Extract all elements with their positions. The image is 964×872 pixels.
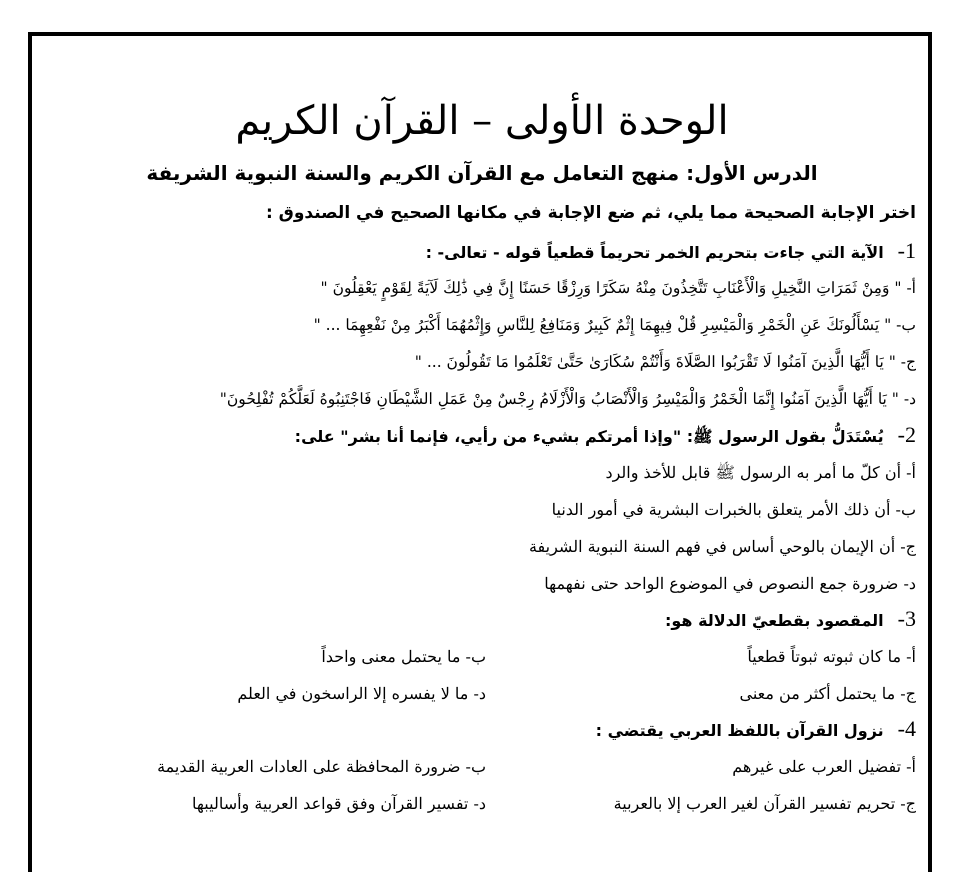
question-4 — [40, 712, 916, 748]
option-a[interactable]: أ- " وَمِنْ ثَمَرَاتِ النَّخِيلِ وَالْأَعْنَابِ تَتَّخِذُونَ مِنْهُ سَكَرًا وَرِزْقًا حَسَنًا إِنَّ فِي ذَٰلِكَ لَآيَةً لِقَوْمٍ يَعْقِلُونَ " — [320, 279, 916, 297]
lesson-prefix: الدرس الأول — [694, 161, 818, 185]
option-b[interactable]: ب- ما يحتمل معنى واحداً — [321, 647, 486, 666]
question-2 — [40, 418, 916, 454]
option-d[interactable]: د- تفسير القرآن وفق قواعد العربية وأساليبها — [192, 794, 486, 813]
question-number: 2- — [897, 422, 916, 447]
option-d[interactable]: د- " يَا أَيُّهَا الَّذِينَ آمَنُوا إِنَّمَا الْخَمْرُ وَالْمَيْسِرُ وَالْأَنْصَابُ وَالْأَزْلَامُ رِجْسٌ مِنْ عَمَلِ الشَّيْطَانِ فَاجْتَنِبُوهُ لَعَلَّكُمْ تُفْلِحُونَ" — [219, 390, 916, 408]
question-3 — [40, 602, 916, 638]
options-row — [40, 638, 916, 675]
question-text: يُسْتَدَلُّ بقول الرسول ﷺ: "وإذا أمرتكم بشيء من رأيي، فإنما أنا بشر" على: — [294, 427, 884, 446]
instruction: اختر الإجابة الصحيحة مما يلي، ثم ضع الإجابة في مكانها الصحيح في الصندوق : — [265, 203, 916, 223]
question-text: نزول القرآن باللفظ العربي يقتضي : — [595, 721, 884, 740]
option-d[interactable]: د- ضرورة جمع النصوص في الموضوع الواحد حتى نفهمها — [544, 574, 916, 593]
lesson-name: : منهج التعامل مع القرآن الكريم والسنة النبوية الشريفة — [146, 161, 695, 185]
option-b[interactable]: ب- " يَسْأَلُونَكَ عَنِ الْخَمْرِ وَالْمَيْسِرِ قُلْ فِيهِمَا إِثْمٌ كَبِيرٌ وَمَنَافِعُ لِلنَّاسِ وَإِثْمُهُمَا أَكْبَرُ مِنْ نَفْعِهِمَا ... " — [313, 316, 916, 334]
option-a[interactable]: أ- ما كان ثبوته ثبوتاً قطعياً — [747, 647, 916, 666]
question-number: 3- — [897, 606, 916, 631]
lesson-title — [40, 158, 924, 188]
option-b[interactable]: ب- ضرورة المحافظة على العادات العربية القديمة — [157, 757, 486, 776]
option-a[interactable]: أ- أن كلّ ما أمر به الرسول ﷺ قابل للأخذ والرد — [605, 463, 916, 482]
question-number: 1- — [897, 238, 916, 263]
question-1 — [40, 234, 916, 270]
options-row — [40, 785, 916, 822]
unit-title: الوحدة الأولى – القرآن الكريم — [235, 98, 729, 144]
option-c[interactable]: ج- " يَا أَيُّهَا الَّذِينَ آمَنُوا لَا تَقْرَبُوا الصَّلَاةَ وَأَنْتُمْ سُكَارَىٰ حَتَّىٰ تَعْلَمُوا مَا تَقُولُونَ ... " — [414, 353, 916, 371]
option-c[interactable]: ج- تحريم تفسير القرآن لغير العرب إلا بالعربية — [613, 794, 916, 813]
option-b[interactable]: ب- أن ذلك الأمر يتعلق بالخبرات البشرية في أمور الدنيا — [551, 500, 916, 519]
option-d[interactable]: د- ما لا يفسره إلا الراسخون في العلم — [237, 684, 486, 703]
worksheet — [40, 40, 924, 822]
option-c[interactable]: ج- أن الإيمان بالوحي أساس في فهم السنة النبوية الشريفة — [528, 537, 916, 556]
options-row — [40, 748, 916, 785]
question-number: 4- — [897, 716, 916, 741]
option-a[interactable]: أ- تفضيل العرب على غيرهم — [732, 757, 916, 776]
question-text: الآية التي جاءت بتحريم الخمر تحريماً قطعياً قوله - تعالى- : — [425, 243, 884, 262]
option-c[interactable]: ج- ما يحتمل أكثر من معنى — [739, 684, 916, 703]
options-row — [40, 675, 916, 712]
question-text: المقصود بقطعيّ الدلالة هو: — [665, 611, 884, 630]
